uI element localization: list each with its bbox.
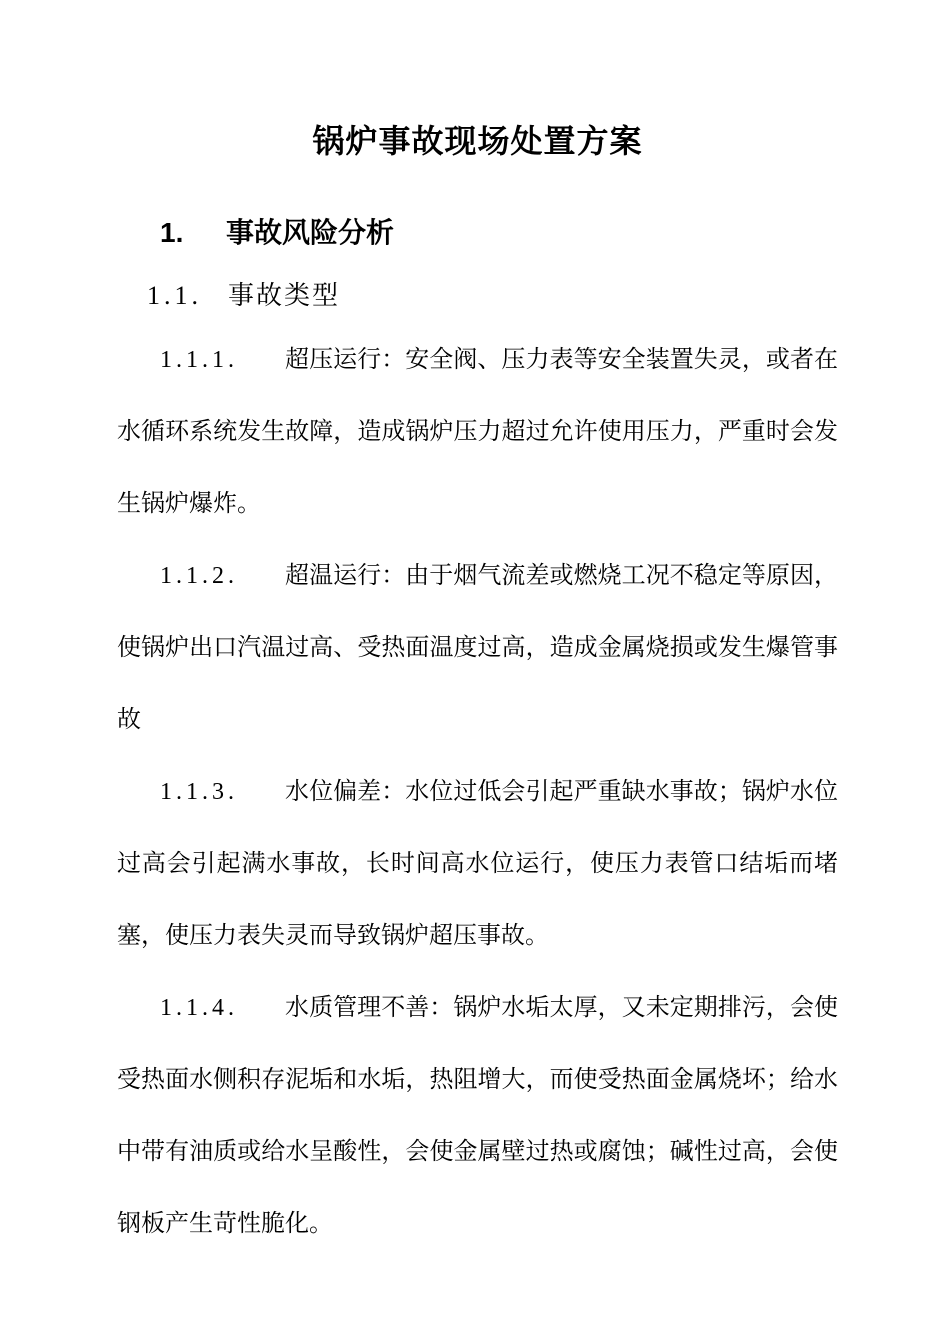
paragraph-1-1-2 [117, 540, 838, 756]
paragraph-1-1-1 [117, 324, 838, 540]
subsection-heading-1-1 [117, 280, 838, 312]
paragraph-number: 1.1.2. [160, 563, 238, 589]
paragraph-text: 水质管理不善：锅炉水垢太厚，又未定期排污，会使受热面水侧积存泥垢和水垢，热阻增大，而使受热面金属烧坏；给水中带有油质或给水呈酸性，会使金属壁过热或腐蚀；碱性过高，会使钢板产生苛性脆化。 [117, 995, 838, 1237]
page-content [0, 122, 950, 1260]
paragraph-1-1-4 [117, 972, 838, 1260]
section-number: 1. [160, 217, 184, 248]
paragraph-text: 超温运行：由于烟气流差或燃烧工况不稳定等原因，使锅炉出口汽温过高、受热面温度过高，造成金属烧损或发生爆管事故 [117, 563, 838, 733]
document-title: 锅炉事故现场处置方案 [312, 123, 643, 159]
paragraph-text: 超压运行：安全阀、压力表等安全装置失灵，或者在水循环系统发生故障，造成锅炉压力超过允许使用压力，严重时会发生锅炉爆炸。 [117, 347, 838, 517]
section-title: 事故风险分析 [226, 217, 395, 248]
section-heading-1 [117, 216, 838, 250]
body-paragraphs [117, 324, 838, 1260]
subsection-number: 1.1. [147, 281, 202, 310]
paragraph-number: 1.1.4. [160, 995, 238, 1021]
subsection-title: 事故类型 [228, 281, 341, 310]
paragraph-number: 1.1.1. [160, 347, 238, 373]
paragraph-text: 水位偏差：水位过低会引起严重缺水事故；锅炉水位过高会引起满水事故，长时间高水位运行，使压力表管口结垢而堵塞，使压力表失灵而导致锅炉超压事故。 [117, 779, 838, 949]
paragraph-1-1-3 [117, 756, 838, 972]
paragraph-number: 1.1.3. [160, 779, 238, 805]
